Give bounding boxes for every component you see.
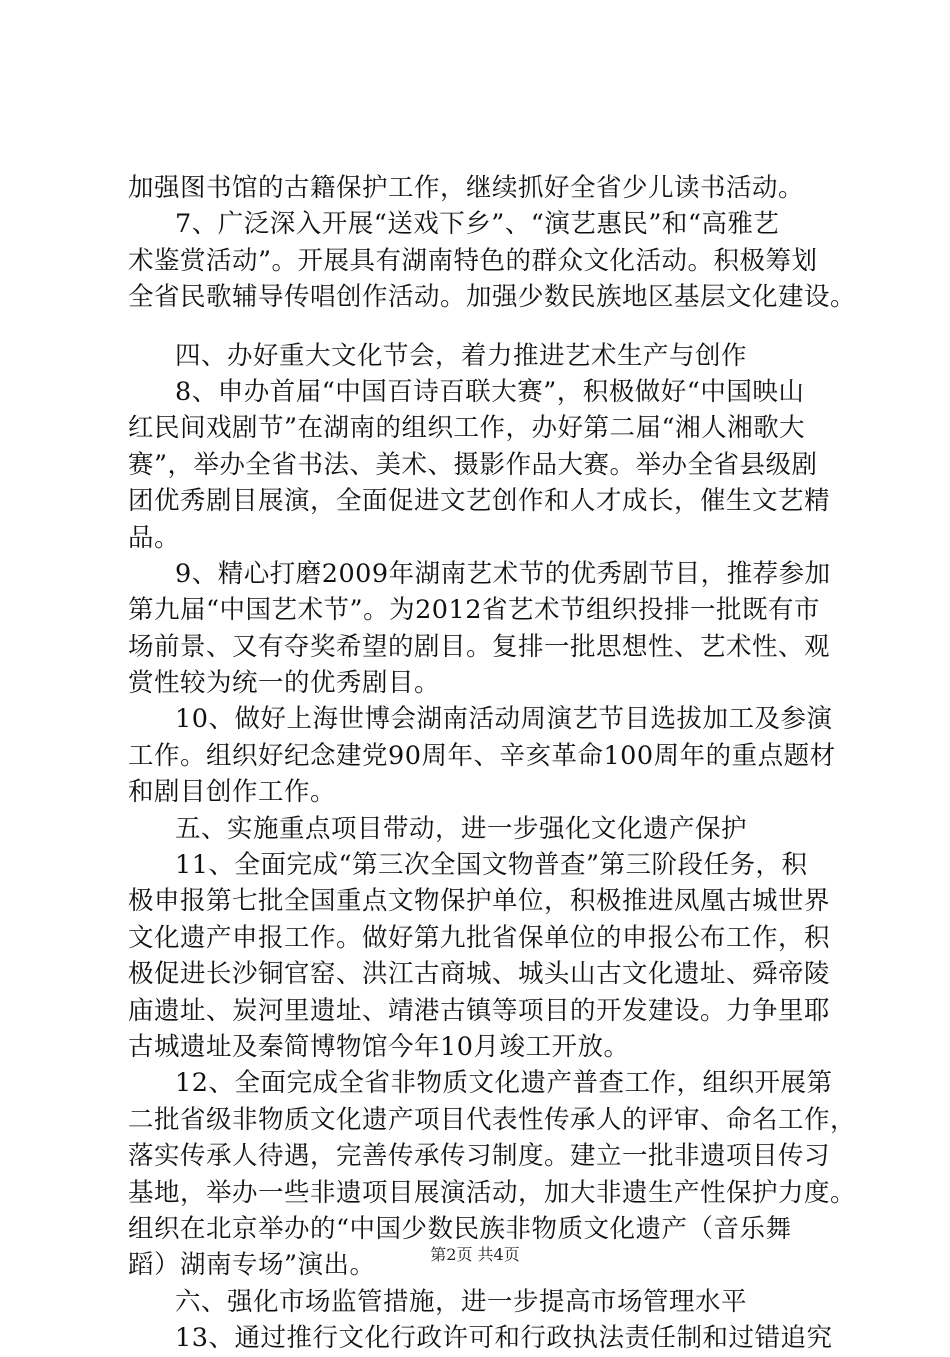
section-heading: 四、办好重大文化节会，着力推进艺术生产与创作 [175,340,748,371]
paragraph-line: 场前景、又有夺奖希望的剧目。复排一批思想性、艺术性、观 [128,631,831,662]
section-heading: 六、强化市场监管措施，进一步提高市场管理水平 [175,1286,748,1317]
paragraph-gap [128,316,848,338]
paragraph-line: 文化遗产申报工作。做好第九批省保单位的申报公布工作，积 [128,922,831,953]
paragraph-line: 团优秀剧目展演，全面促进文艺创作和人才成长，催生文艺精 [128,486,831,517]
paragraph-line: 品。 [128,522,181,553]
paragraph-line: 组织在北京举办的“中国少数民族非物质文化遗产（音乐舞 [128,1213,792,1244]
paragraph-line: 8、申办首届“中国百诗百联大赛”，积极做好“中国映山 [175,376,805,407]
paragraph-line: 赛”，举办全省书法、美术、摄影作品大赛。举办全省县级剧 [128,449,818,480]
page-footer [0,1245,950,1265]
paragraph-line: 基地，举办一些非遗项目展演活动，加大非遗生产性保护力度。 [128,1177,857,1208]
paragraph-line: 极促进长沙铜官窑、洪江古商城、城头山古文化遗址、舜帝陵 [128,959,831,990]
paragraph-line: 蹈）湖南专场”演出。 [128,1250,376,1281]
document-body [128,170,857,1357]
paragraph-line: 7、广泛深入开展“送戏下乡”、“演艺惠民”和“高雅艺 [175,209,780,240]
paragraph-line: 全省民歌辅导传唱创作活动。加强少数民族地区基层文化建设。 [128,282,857,313]
paragraph-line: 二批省级非物质文化遗产项目代表性传承人的评审、命名工作， [128,1104,857,1135]
paragraph-line: 红民间戏剧节”在湖南的组织工作，办好第二届“湘人湘歌大 [128,413,806,444]
paragraph-line: 赏性较为统一的优秀剧目。 [128,668,441,699]
paragraph-line: 极申报第七批全国重点文物保护单位，积极推进凤凰古城世界 [128,886,831,917]
paragraph-line: 落实传承人待遇，完善传承传习制度。建立一批非遗项目传习 [128,1141,831,1172]
paragraph-line: 和剧目创作工作。 [128,777,337,808]
paragraph-line: 古城遗址及秦简博物馆今年10月竣工开放。 [128,1031,630,1062]
paragraph-line: 11、全面完成“第三次全国文物普查”第三阶段任务，积 [175,850,808,881]
page-number-label: 第2页 共4页 [430,1245,520,1264]
paragraph-line: 10、做好上海世博会湖南活动周演艺节目选拔加工及参演 [175,704,833,735]
paragraph-line: 12、全面完成全省非物质文化遗产普查工作，组织开展第 [175,1068,833,1099]
paragraph-line: 加强图书馆的古籍保护工作，继续抓好全省少儿读书活动。 [128,173,805,203]
paragraph-line: 工作。组织好纪念建党90周年、辛亥革命100周年的重点题材 [128,740,836,771]
paragraph-line: 术鉴赏活动”。开展具有湖南特色的群众文化活动。积极筹划 [128,245,818,276]
paragraph-line: 13、通过推行文化行政许可和行政执法责任制和过错追究 [175,1323,833,1354]
paragraph-line: 第九届“中国艺术节”。为2012省艺术节组织投排一批既有市 [128,595,820,626]
paragraph-line: 9、精心打磨2009年湖南艺术节的优秀剧节目，推荐参加 [175,558,831,589]
paragraph-line: 庙遗址、炭河里遗址、靖港古镇等项目的开发建设。力争里耶 [128,995,831,1026]
section-heading: 五、实施重点项目带动，进一步强化文化遗产保护 [175,813,748,844]
